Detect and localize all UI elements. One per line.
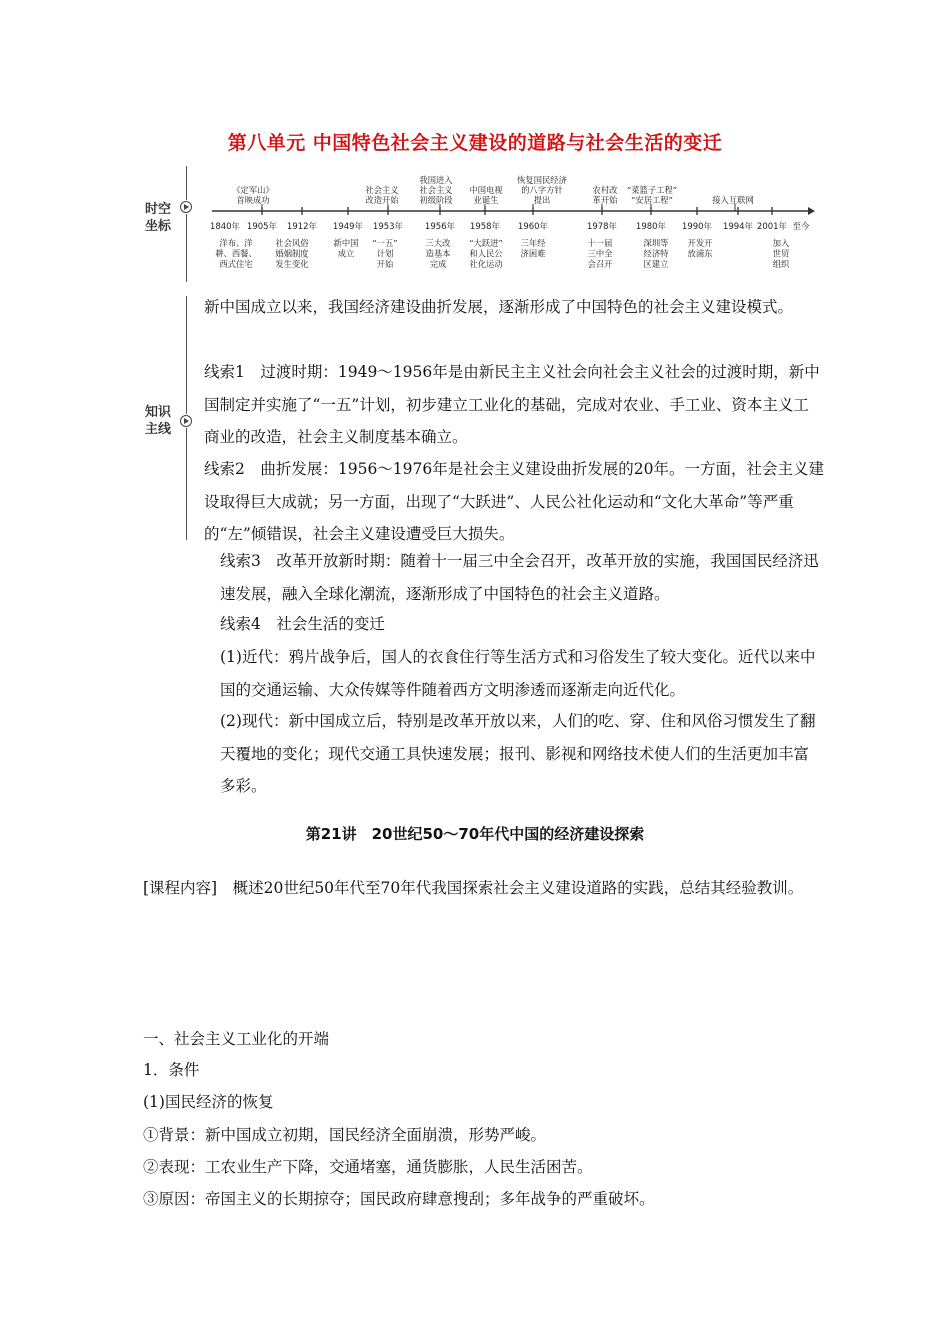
timeline-event-above: 社会主义	[365, 185, 399, 195]
timeline-year: 1994年	[722, 222, 754, 232]
timeline-year: 1905年	[246, 222, 278, 232]
timeline-year: 1980年	[635, 222, 667, 232]
timeline-label-line: 时空	[144, 202, 171, 217]
timeline-event-below: 会召开	[587, 259, 613, 269]
timeline-event-below: 开始	[376, 259, 394, 269]
timeline-event-above: 改造开始	[365, 195, 399, 205]
timeline-event-below: 十一届	[587, 238, 613, 248]
clue-2: 线索2 曲折发展：1956～1976年是社会主义建设曲折发展的20年。一方面，社会主义建设取得巨大成就；另一方面，出现了“大跃进”、人民公社化运动和“文化大革命”等严重的“左”倾错误，社会主义建设遭受巨大损失。	[204, 460, 824, 543]
knowledge-section-divider	[186, 296, 187, 414]
timeline-year: 1978年	[586, 222, 618, 232]
timeline-event-above: 接入互联网	[712, 195, 754, 205]
timeline-event-below: 组织	[772, 259, 790, 269]
timeline-event-above: 《定军山》	[232, 185, 274, 195]
timeline-event-below: 耕、西餐、	[215, 248, 257, 259]
timeline-event-below: 西式住宅	[219, 259, 253, 269]
list-item: ①背景：新中国成立初期，国民经济全面崩溃，形势严峻。	[143, 1126, 547, 1144]
timeline-event-below: 造基本	[425, 248, 451, 259]
timeline-year: 1953年	[372, 222, 404, 232]
modern-section-2: (2)现代：新中国成立后，特别是改革开放以来，人们的吃、穿、住和风俗习惯发生了翻天覆地的变化；现代交通工具快速发展；报刊、影视和网络技术使人们的生活更加丰富多彩。	[220, 712, 816, 795]
timeline-year: 1912年	[286, 222, 318, 232]
timeline-event-below: 和人民公	[469, 248, 503, 259]
timeline-event-below: 深圳等	[643, 238, 669, 248]
knowledge-intro: 新中国成立以来，我国经济建设曲折发展，逐渐形成了中国特色的社会主义建设模式。	[204, 298, 794, 316]
timeline-event-above: 我国进入	[419, 175, 453, 185]
sub-heading: (1)国民经济的恢复	[143, 1093, 274, 1111]
timeline-chart	[0, 0, 950, 290]
timeline-event-below: 完成	[429, 259, 447, 269]
timeline-event-below: 经济特	[643, 248, 669, 259]
timeline-event-above: 的八字方针	[521, 185, 563, 195]
timeline-event-below: 成立	[337, 248, 355, 259]
timeline-event-below: 开发开	[687, 238, 713, 248]
timeline-event-below: 婚姻制度	[275, 248, 309, 259]
clue-4: 线索4 社会生活的变迁	[220, 615, 385, 633]
timeline-year: 1956年	[424, 222, 456, 232]
timeline-year: 至今	[792, 222, 810, 232]
timeline-year: 1949年	[332, 222, 364, 232]
section-heading: 一、社会主义工业化的开端	[143, 1030, 330, 1048]
unit-title: 第八单元 中国特色社会主义建设的道路与社会生活的变迁	[227, 132, 723, 154]
timeline-event-below: 三中全	[587, 248, 613, 259]
timeline-event-below: 三年经	[520, 238, 546, 248]
timeline-label-line: 坐标	[144, 219, 171, 234]
timeline-event-above: “菜篮子工程”	[626, 185, 678, 195]
clue-3: 线索3 改革开放新时期：随着十一届三中全会召开，改革开放的实施，我国国民经济迅速发展，融入全球化潮流，逐渐形成了中国特色的社会主义道路。	[220, 552, 819, 603]
timeline-year: 2001年	[756, 222, 788, 232]
timeline-event-below: 加入	[772, 238, 790, 248]
clue-1: 线索1 过渡时期：1949～1956年是由新民主主义社会向社会主义社会的过渡时期，新中国制定并实施了“一五”计划，初步建立工业化的基础，完成对农业、手工业、资本主义工商业的改造，社会主义制度基本确立。	[204, 363, 820, 446]
timeline-event-below: “大跃进”	[469, 238, 503, 248]
timeline-event-below: 发生变化	[275, 259, 309, 269]
timeline-event-below: 社会风俗	[275, 238, 309, 248]
timeline-event-above: 农村改	[592, 185, 618, 195]
knowledge-section-label	[140, 404, 176, 438]
course-content: [课程内容] 概述20世纪50年代至70年代我国探索社会主义建设道路的实践，总结其经验教训。	[143, 879, 804, 897]
modern-section-1: (1)近代：鸦片战争后，国人的衣食住行等生活方式和习俗发生了较大变化。近代以来中国的交通运输、大众传媒等件随着西方文明渗透而逐渐走向近代化。	[220, 648, 816, 699]
timeline-year: 1960年	[517, 222, 549, 232]
timeline-event-above: 社会主义	[419, 185, 453, 195]
play-icon	[180, 415, 192, 427]
timeline-event-below: 济困难	[520, 248, 546, 259]
timeline-year: 1990年	[681, 222, 713, 232]
timeline-event-above: 业诞生	[473, 195, 499, 205]
lecture-title: 第21讲 20世纪50～70年代中国的经济建设探索	[305, 825, 645, 843]
knowledge-section-divider	[186, 428, 187, 540]
condition-heading: 1．条件	[143, 1061, 200, 1079]
timeline-event-above: 提出	[533, 195, 551, 205]
list-item: ③原因：帝国主义的长期掠夺；国民政府肆意搜刮；多年战争的严重破坏。	[143, 1190, 655, 1208]
timeline-event-below: 放浦东	[687, 248, 713, 259]
timeline-event-above: 革开始	[592, 195, 618, 205]
timeline-event-below: “一五”	[372, 238, 398, 248]
knowledge-label-line: 知识	[144, 405, 171, 420]
timeline-event-below: 计划	[376, 248, 394, 259]
timeline-event-above: 初级阶段	[419, 195, 453, 205]
knowledge-label-line: 主线	[144, 422, 171, 437]
timeline-event-above: 中国电视	[469, 185, 503, 195]
timeline-year: 1958年	[469, 222, 501, 232]
timeline-year: 1840年	[209, 222, 241, 232]
timeline-event-below: 新中国	[333, 238, 359, 248]
timeline-event-below: 三大改	[425, 238, 451, 248]
timeline-event-above: 恢复国民经济	[517, 175, 567, 185]
timeline-event-below: 世贸	[772, 248, 790, 259]
timeline-event-below: 社化运动	[469, 259, 503, 269]
list-item: ②表现：工农业生产下降，交通堵塞，通货膨胀，人民生活困苦。	[143, 1158, 593, 1176]
timeline-event-below: 洋布、洋	[219, 238, 253, 248]
timeline-event-above: “安居工程”	[631, 195, 673, 205]
timeline-event-above: 首映成功	[236, 195, 270, 205]
timeline-event-below: 区建立	[643, 259, 669, 269]
timeline-arrow-icon	[808, 207, 815, 215]
